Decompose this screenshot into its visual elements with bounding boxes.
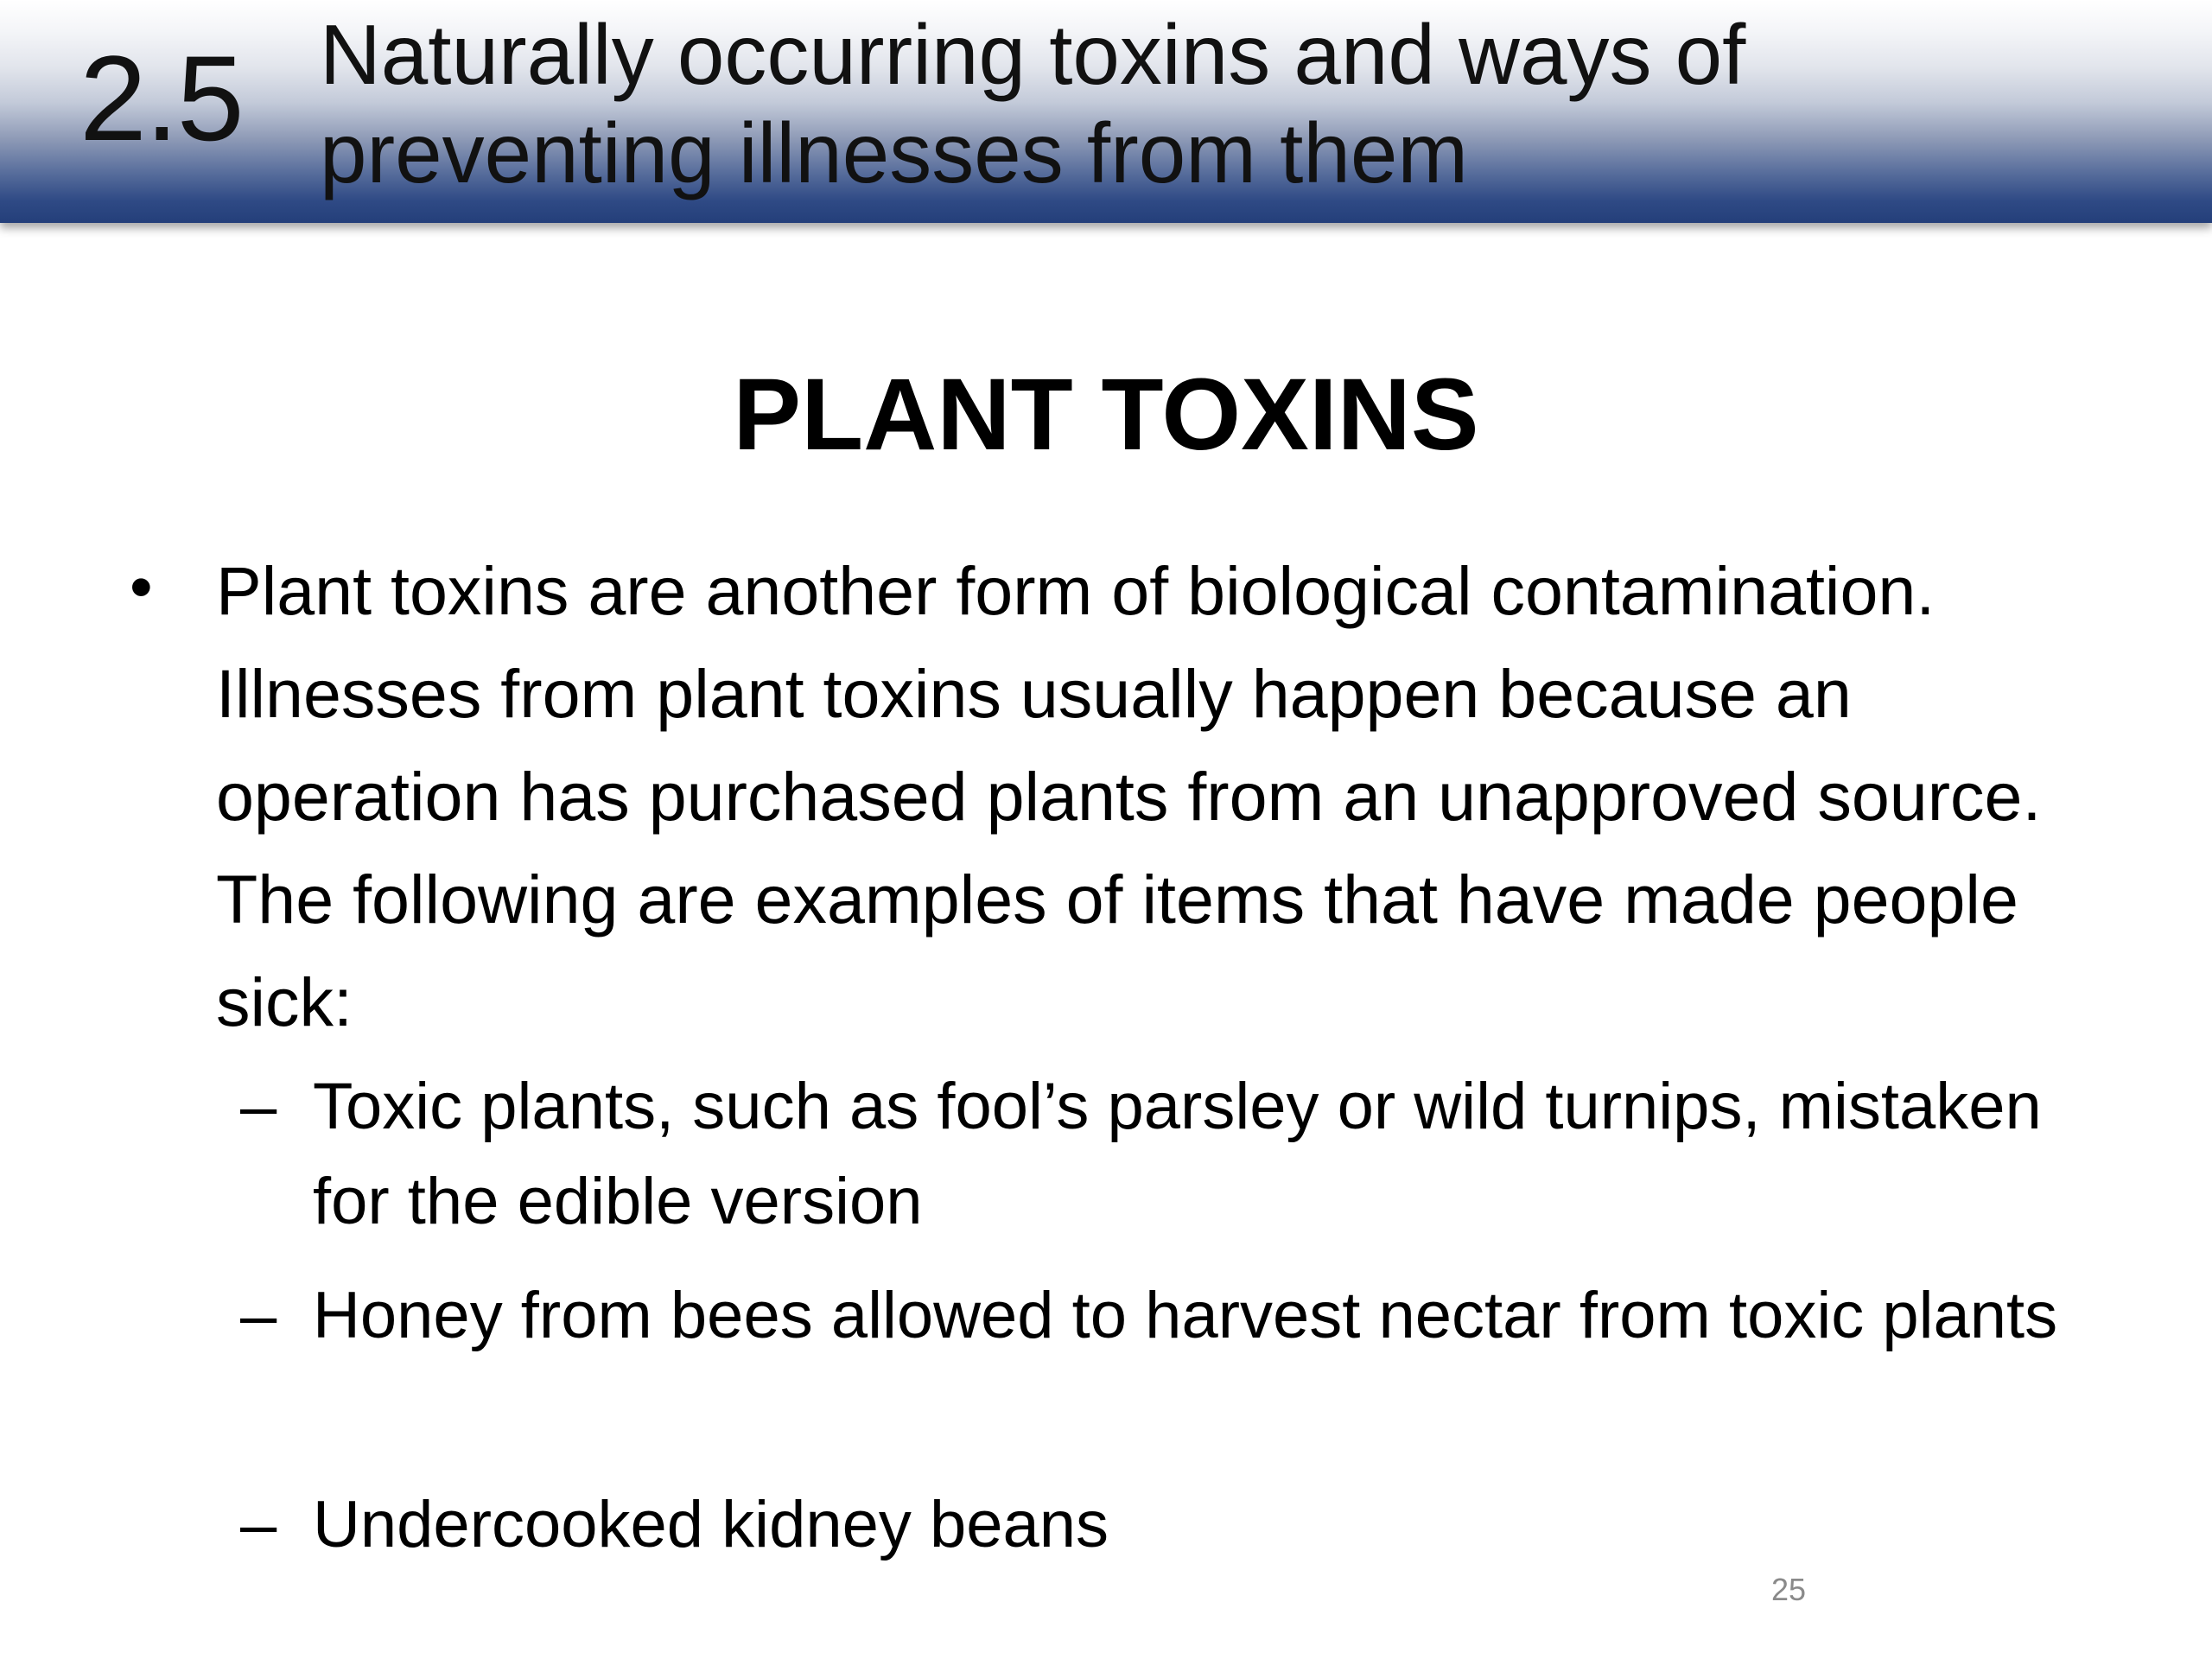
dash-icon: – xyxy=(240,1279,277,1352)
section-number: 2.5 xyxy=(79,30,243,166)
section-title xyxy=(320,5,2169,202)
header-band xyxy=(0,0,2212,223)
dash-icon: – xyxy=(240,1488,277,1561)
section-title-line-1: Naturally occurring toxins and ways of xyxy=(320,7,1746,102)
sub-item-text: Honey from bees allowed to harvest nectar from toxic plants xyxy=(313,1279,2058,1352)
sub-item-text: Undercooked kidney beans xyxy=(313,1488,1109,1561)
section-title-line-2: preventing illnesses from them xyxy=(320,105,1469,200)
bullet-text: Plant toxins are another form of biological contamination. Illnesses from plant toxins usually happen because an operation has purchased plants from an unapproved source. The following are examples of items that have made people sick: xyxy=(216,552,2042,1040)
bullet-point-icon: • xyxy=(130,550,153,624)
page-number: 25 xyxy=(1770,1572,1807,1607)
dash-icon: – xyxy=(240,1070,277,1143)
slide-heading: PLANT TOXINS xyxy=(733,358,1479,472)
sub-item-text: Toxic plants, such as fool’s parsley or wild turnips, mistaken for the edible version xyxy=(313,1070,2042,1238)
